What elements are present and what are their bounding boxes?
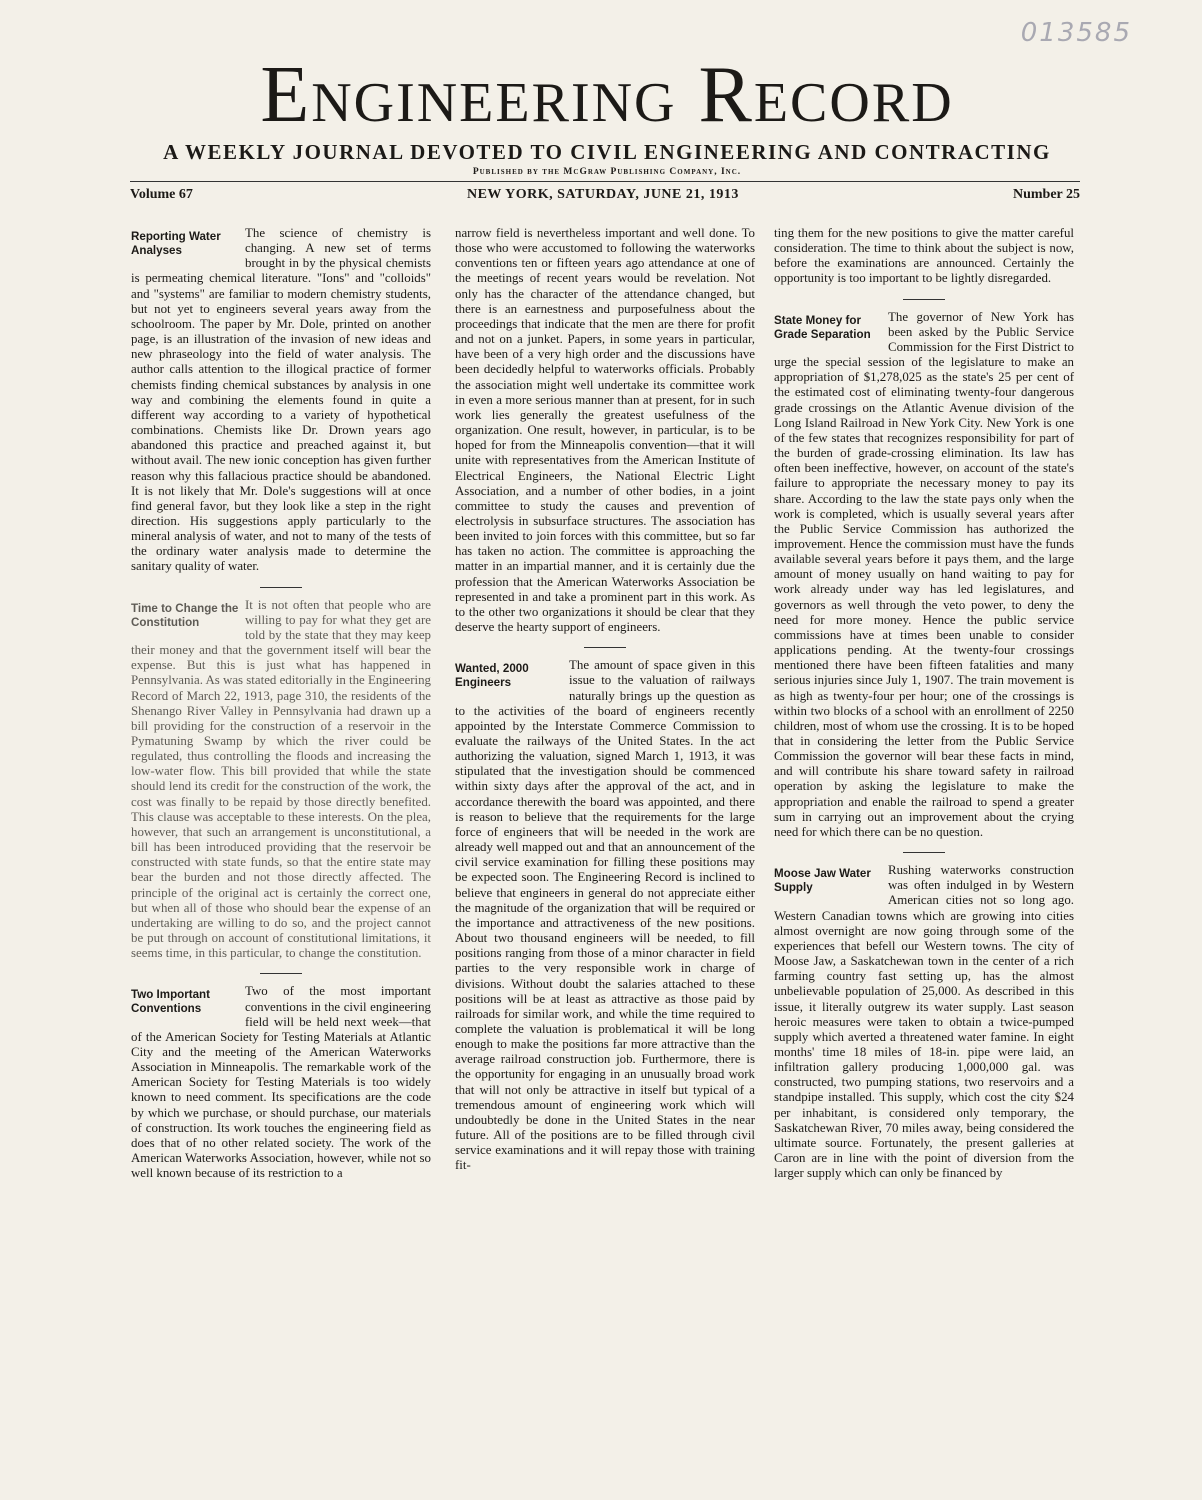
- article-body: Rushing waterworks construction was often indulged in by Western American cities not so long ago. Western Canadian towns which are growing into cities almost overnight are now going through some of the experiences that befell our Western towns. The city of Moose Jaw, a Saskatchewan town in the center of a rich farming country fast setting up, has the almost unbelievable population of 25,000. As described in this issue, it literally outgrew its water supply. Last season heroic measures were taken to obtain a twice-pumped supply which averted a threatened water famine. In eight months' time 18 miles of 18-in. pipe were laid, an infiltration gallery producing 1,000,000 gal. was constructed, two pumping stations, two reservoirs and a standpipe installed. This supply, which cost the city $24 per inhabitant, is considered only temporary, the Saskatchewan River, 70 miles away, being considered the ultimate source. Fortunately, the present galleries at Caron are in line with the point of diversion from the larger supply which can only be financed by: [774, 863, 1074, 1181]
- article-moose-jaw: [774, 863, 1074, 1181]
- article-conventions: [131, 984, 431, 1181]
- issue-info-bar: [130, 181, 1080, 203]
- column-2: [455, 226, 755, 1174]
- dateline: NEW YORK, SATURDAY, JUNE 21, 1913: [466, 187, 739, 202]
- masthead: [128, 52, 1086, 177]
- handwritten-catalog-number: 013585: [1020, 18, 1132, 48]
- section-divider: [903, 852, 945, 853]
- article-body: It is not often that people who are willing to pay for what they get are told by the state that they may keep their money and that the government itself will bear the expense. But this is just what has happened in Pennsylvania. As was stated editorially in the Engineering Record of March 22, 1913, page 310, the residents of the Shenango River Valley in Pennsylvania had drawn up a bill providing for the construction of a reservoir in the Pymatuning Swamp by which the river could be regulated, thus controlling the floods and increasing the low-water flow. This bill provided that while the state should lend its credit for the construction of the work, the cost was finally to be repaid by those directly benefited. This clause was acceptable to these interests. On the plea, however, that such an arrangement is unconstitutional, a bill has been introduced providing that the reservoir be constructed with state funds, so that the entire state may bear the burden and not those directly affected. The principle of the original act is certainly the correct one, but when all of those who should bear the expense of an undertaking are willing to do so, and the project cannot be put through on account of constitutional limitations, it seems time, in this particular, to change the constitution.: [131, 597, 432, 961]
- article-body-continued: ting them for the new positions to give the matter careful consideration. The time to think about the subject is now, before the examinations are announced. Certainly the opportunity is too important to be lightly disregarded.: [774, 226, 1074, 286]
- volume-label: Volume 67: [130, 187, 193, 202]
- issue-number: Number 25: [1012, 187, 1080, 202]
- journal-title: Engineering Record: [260, 51, 954, 139]
- section-divider: [260, 973, 302, 974]
- section-divider: [260, 587, 302, 588]
- column-3: [774, 226, 1074, 1181]
- article-heading: State Money for Grade Separation: [774, 313, 871, 341]
- article-body: Two of the most important conventions in the civil engineering field will be held next week—that of the American Society for Testing Materials at Atlantic City and the meeting of the American Waterworks Association in Minneapolis. The remarkable work of the American Society for Testing Materials is too widely known to need comment. Its specifications are the code by which we purchase, or should purchase, our materials of construction. Its work touches the engineering field as does that of no other related society. The work of the American Waterworks Association, however, while not so well known because of its restriction to a: [131, 984, 431, 1181]
- article-heading: Two Important Conventions: [131, 988, 210, 1016]
- article-constitution: [131, 598, 431, 962]
- article-body: The governor of New York has been asked by the Public Service Commission for the First District to urge the special session of the legislature to make an appropriation of $1,278,025 as the state's 25 per cent of the estimated cost of eliminating twenty-four dangerous grade crossings on the Atlantic Avenue division of the Long Island Railroad in New York City. New York is one of the few states that recognizes responsibility for part of the burden of grade-crossing elimination. Its law has often been ineffective, however, on account of the state's failure to appropriate the necessary money to pay its share. According to the law the state pays only when the work is completed, which is usually several years after the Public Service Commission has authorized the improvement. Hence the commission must have the funds available several years before it pays them, and the large amount of money usually on hand waiting to pay for work already under way has led legislatures, and governors as well through the veto power, to deny the need for more money. Hence the public service commissions have at times been unable to consider applications pending. At the twenty-four crossings mentioned there have been fifteen fatalities and many serious injuries since July 1, 1907. The train movement is as high as twenty-four per hour; one of the crossings is within two blocks of a school with an enrollment of 2250 children, most of whom use the crossing. It is to be hoped that in considering the letter from the Public Service Commission the governor will bear these facts in mind, and will contribute his share toward safety in railroad operation by asking the legislature to make the appropriation and enable the railroad to spend a greater sum in carrying out an improvement about the crying need for which there can be no question.: [774, 309, 1074, 839]
- article-water-analyses: [131, 226, 431, 575]
- article-heading: Reporting Water Analyses: [131, 230, 221, 257]
- article-body: The amount of space given in this issue to the valuation of railways naturally brings up the question as to the activities of the board of engineers recently appointed by the Interstate Commerce Commission to evaluate the railways of the United States. In the act authorizing the valuation, signed March 1, 1913, it was stipulated that the investigation should be commenced within sixty days after the approval of the act, and in accordance therewith the board was appointed, and there is reason to believe that the requirements for the large force of engineers that will be needed in the work are already well mapped out and that an announcement of the civil service examination for filling these positions may be expected soon. The Engineering Record is inclined to believe that engineers in general do not appreciate either the magnitude of the organization that will be required or the importance and attractiveness of the new positions. About two thousand engineers will be needed, to fill positions ranging from those of a minor character in field parties to the very responsible work in charge of divisions. Without doubt the salaries attached to these positions will be at least as attractive as those paid by railroads for similar work, and while the time required to complete the valuation is problematical it will be long enough to make the positions far more attractive than the average railroad construction job. Furthermore, there is the opportunity for engaging in an unusually broad work that will not only be attractive in itself but typical of a tremendous amount of engineering work which will undoubtedly be done in the United States in the near future. All of the positions are to be filled through civil service examinations and it will repay those with training fit-: [455, 658, 755, 1173]
- article-body: The science of chemistry is changing. A new set of terms brought in by the physical chemists is permeating chemical literature. "Ions" and "colloids" and "systems" are familiar to modern chemistry students, but not yet to engineers several years away from the schoolroom. The paper by Mr. Dole, printed on another page, is an illustration of the invasion of new ideas and new phraseology into the field of water analysis. The author calls attention to the illogical practice of former chemists finding chemical substances by analysis in one way and combining the elements found in quite a different way according to a variety of hypothetical combinations. Chemists like Dr. Drown years ago abandoned this practice and preached against it, but without avail. The new ionic conception has given further reason why this fallacious practice should be abandoned. It is not likely that Mr. Dole's suggestions will at once find general favor, but they look like a step in the right direction. His suggestions apply particularly to the mineral analysis of water, and not to many of the tests of the ordinary water analysis made to determine the sanitary quality of water.: [131, 226, 431, 574]
- article-engineers: [455, 658, 755, 1173]
- article-heading: Moose Jaw Water Supply: [774, 867, 871, 895]
- article-heading: Time to Change the Constitution: [131, 601, 239, 629]
- journal-subtitle: A WEEKLY JOURNAL DEVOTED TO CIVIL ENGINEERING AND CONTRACTING: [163, 140, 1051, 164]
- section-divider: [584, 647, 626, 648]
- article-grade-separation: [774, 310, 1074, 840]
- article-heading: Wanted, 2000 Engineers: [455, 662, 529, 690]
- publisher-line: Published by the McGraw Publishing Company, Inc.: [472, 167, 742, 177]
- column-1: [131, 226, 431, 1181]
- section-divider: [903, 299, 945, 300]
- article-body-continued: narrow field is nevertheless important and well done. To those who were accustomed to following the waterworks conventions ten or fifteen years ago attendance at one of the meetings of recent years would be revelation. Not only has the character of the attendance changed, but there is an earnestness and purposefulness about the proceedings that indicate that the men are there for profit and not on a junket. Papers, in some years in particular, have been of a very high order and the discussions have been decidedly helpful to waterworks officials. Probably the association might well undertake its committee work in even a more serious manner than at present, for in such work lies generally the greatest usefulness of the organization. One result, however, in particular, is to be hoped for from the Minneapolis convention—that it will unite with representatives from the American Institute of Electrical Engineers, the National Electric Light Association, and a number of other bodies, in a joint committee to study the causes and prevention of electrolysis in subsurface structures. The association has been invited to join forces with this committee, but so far has taken no action. The committee is approaching the matter in an impartial manner, and it is certainly due the profession that the American Waterworks Association be represented in and take a prominent part in this work. As to the other two organizations it should be clear that they deserve the hearty support of engineers.: [455, 226, 755, 635]
